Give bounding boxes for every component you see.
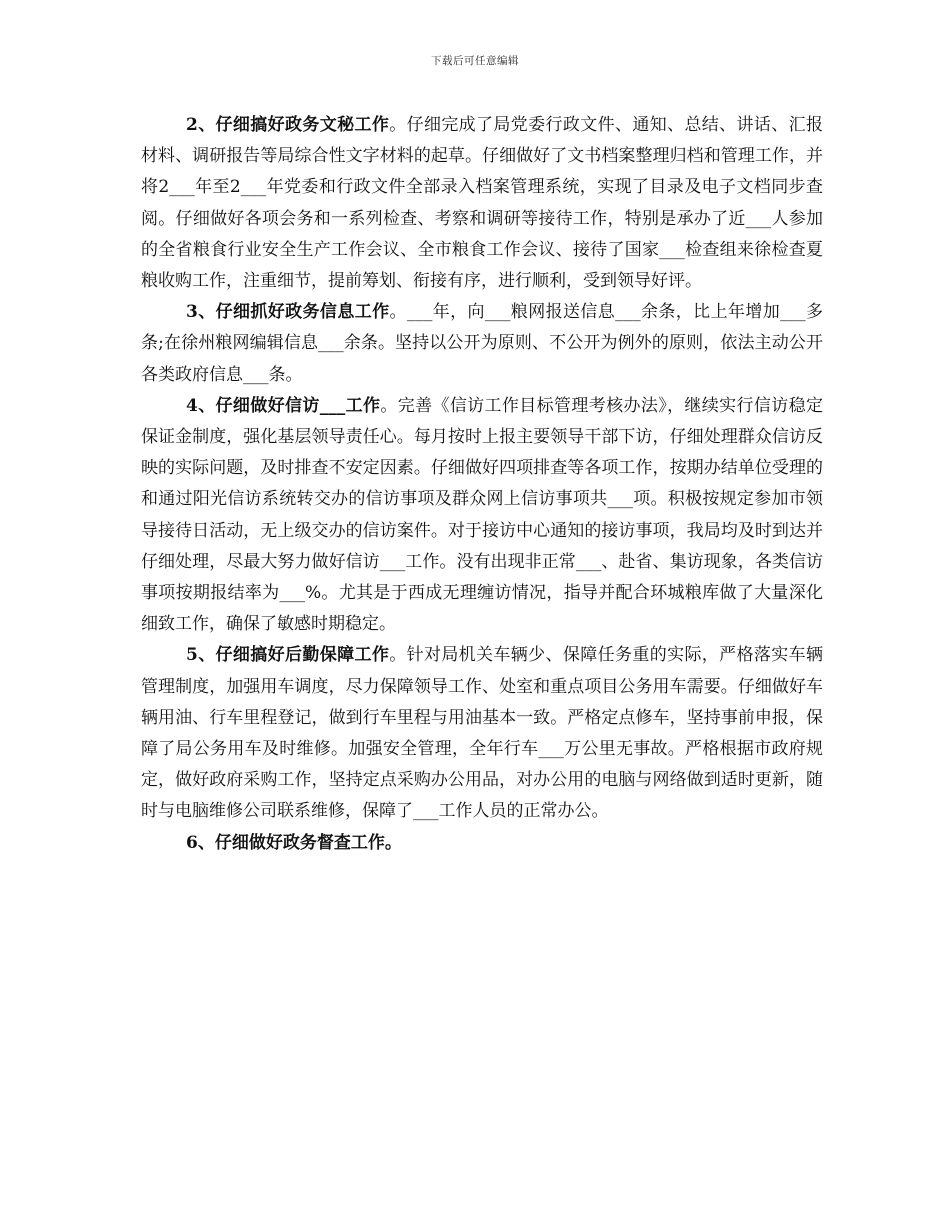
paragraph-information-work — [141, 297, 823, 391]
paragraph-text: 。___年，向___粮网报送信息___余条，比上年增加___多条;在徐州粮网编辑信息___余条。坚持以公开为原则、不公开为例外的原则，依法主动公开各类政府信息___条。 — [141, 302, 824, 385]
document-body — [141, 110, 823, 859]
paragraph-heading: 4、仔细做好信访___工作 — [186, 395, 381, 416]
paragraph-heading: 6、仔细做好政务督查工作。 — [186, 832, 402, 853]
paragraph-petition-work — [141, 391, 823, 641]
paragraph-text: 。针对局机关车辆少、保障任务重的实际，严格落实车辆管理制度，加强用车调度，尽力保障领导工作、处室和重点项目公务用车需要。仔细做好车辆用油、行车里程登记，做到行车里程与用油基本一致。严格定点修车，坚持事前申报，保障了局公务用车及时维修。加强安全管理，全年行车___万公里无事故。严格根据市政府规定，做好政府采购工作，坚持定点采购办公用品，对办公用的电脑与网络做到适时更新，随时与电脑维修公司联系维修，保障了___工作人员的正常办公。 — [141, 645, 823, 822]
paragraph-heading: 3、仔细抓好政务信息工作 — [186, 302, 390, 323]
page-header-note: 下载后可任意编辑 — [431, 55, 519, 67]
paragraph-clerical-work — [141, 110, 823, 297]
paragraph-text: 。完善《信访工作目标管理考核办法》，继续实行信访稳定保证金制度，强化基层领导责任心。每月按时上报主要领导干部下访，仔细处理群众信访反映的实际问题，及时排查不安定因素。仔细做好四项排查等各项工作，按期办结单位受理的和通过阳光信访系统转交办的信访事项及群众网上信访事项共___项。积极按规定参加市领导接待日活动，无上级交办的信访案件。对于接访中心通知的接访事项，我局均及时到达并仔细处理，尽最大努力做好信访___工作。没有出现非正常___、赴省、集访现象，各类信访事项按期报结率为___%。尤其是于西成无理缠访情况，指导并配合环城粮库做了大量深化细致工作，确保了敏感时期稳定。 — [141, 395, 823, 635]
paragraph-text: 。仔细完成了局党委行政文件、通知、总结、讲话、汇报材料、调研报告等局综合性文字材料的起草。仔细做好了文书档案整理归档和管理工作，并将2___年至2___年党委和行政文件全部录入档案管理系统，实现了目录及电子文档同步查阅。仔细做好各项会务和一系列检查、考察和调研等接待工作，特别是承办了近___人参加的全省粮食行业安全生产工作会议、全市粮食工作会议、接待了国家___检查组来徐检查夏粮收购工作，注重细节，提前筹划、衔接有序，进行顺利，受到领导好评。 — [141, 115, 823, 292]
paragraph-logistics-work — [141, 640, 823, 827]
paragraph-heading: 2、仔细搞好政务文秘工作 — [186, 115, 390, 135]
paragraph-heading: 5、仔细搞好后勤保障工作 — [186, 645, 390, 666]
paragraph-supervision-work — [141, 828, 823, 859]
